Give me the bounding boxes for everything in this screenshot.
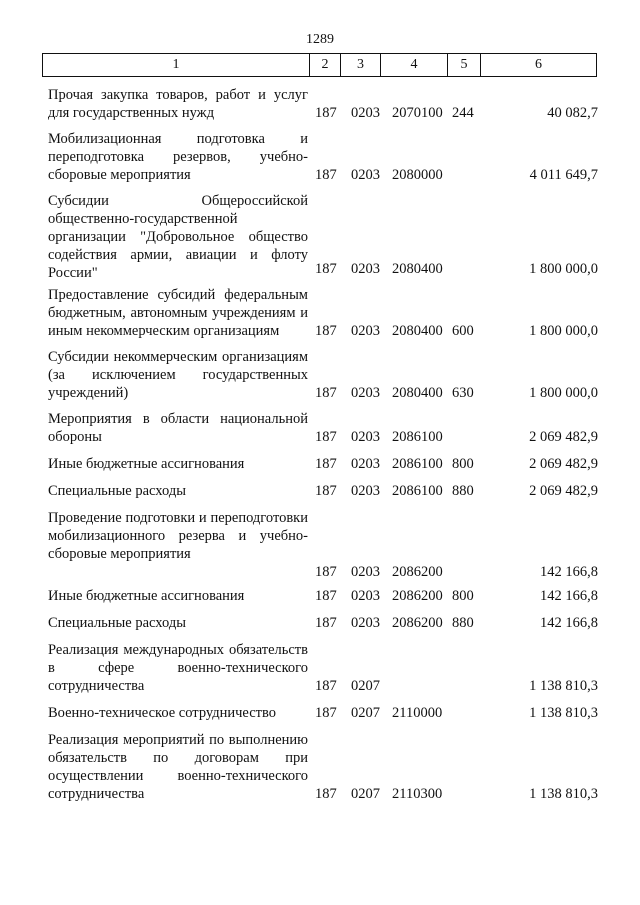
table-row <box>0 130 640 184</box>
row-description: Прочая закупка товаров, работ и услуг для государственных нужд <box>48 87 308 121</box>
row-amount: 1 138 810,3 <box>529 678 598 694</box>
row-code-2: 187 <box>315 429 337 445</box>
row-code-3: 0203 <box>351 483 380 499</box>
row-code-2: 187 <box>315 167 337 183</box>
row-code-2: 187 <box>315 261 337 277</box>
table-row <box>0 731 640 803</box>
page-number: 1289 <box>306 32 334 47</box>
row-code-4: 2070100 <box>392 105 443 121</box>
row-code-3: 0203 <box>351 323 380 339</box>
row-description: Иные бюджетные ассигнования <box>48 456 245 472</box>
column-header-4: 4 <box>381 54 448 77</box>
row-code-4: 2086200 <box>392 615 443 631</box>
row-code-2: 187 <box>315 786 337 802</box>
row-code-2: 187 <box>315 105 337 121</box>
row-code-3: 0207 <box>351 678 380 694</box>
table-row <box>0 614 640 632</box>
row-description: Субсидии некоммерческим организациям (за исключением государственных учреждений) <box>48 349 308 401</box>
column-header-6: 6 <box>481 54 597 77</box>
row-code-2: 187 <box>315 615 337 631</box>
row-code-3: 0203 <box>351 615 380 631</box>
row-description: Иные бюджетные ассигнования <box>48 588 245 604</box>
row-code-3: 0203 <box>351 261 380 277</box>
row-code-2: 187 <box>315 564 337 580</box>
row-code-4: 2110000 <box>392 705 443 721</box>
row-code-2: 187 <box>315 385 337 401</box>
table-row <box>0 482 640 500</box>
row-code-3: 0203 <box>351 105 380 121</box>
table-row <box>0 192 640 281</box>
row-code-2: 187 <box>315 678 337 694</box>
row-code-4: 2086100 <box>392 483 443 499</box>
row-code-3: 0207 <box>351 705 380 721</box>
row-description: Специальные расходы <box>48 483 186 499</box>
row-amount: 142 166,8 <box>540 588 598 604</box>
row-code-4: 2086200 <box>392 564 443 580</box>
row-code-3: 0203 <box>351 429 380 445</box>
column-header-5: 5 <box>448 54 481 77</box>
row-amount: 1 800 000,0 <box>529 323 598 339</box>
row-code-5: 600 <box>452 323 474 339</box>
row-description: Реализация международных обязательств в сфере военно-технического сотрудничества <box>48 642 308 694</box>
row-code-5: 630 <box>452 385 474 401</box>
row-amount: 142 166,8 <box>540 564 598 580</box>
row-code-3: 0203 <box>351 564 380 580</box>
table-row <box>0 587 640 605</box>
table-row <box>0 286 640 340</box>
row-amount: 2 069 482,9 <box>529 483 598 499</box>
column-header-1: 1 <box>43 54 310 77</box>
row-description: Проведение подготовки и переподготовки мобилизационного резерва и учебно-сборовые мероприятия <box>48 510 308 562</box>
row-amount: 1 800 000,0 <box>529 261 598 277</box>
row-code-2: 187 <box>315 323 337 339</box>
row-amount: 4 011 649,7 <box>529 167 598 183</box>
row-code-4: 2110300 <box>392 786 443 802</box>
table-row <box>0 86 640 122</box>
row-amount: 2 069 482,9 <box>529 456 598 472</box>
table-row <box>0 455 640 473</box>
row-code-3: 0203 <box>351 456 380 472</box>
row-amount: 142 166,8 <box>540 615 598 631</box>
row-code-3: 0203 <box>351 167 380 183</box>
row-description: Субсидии Общероссийской общественно-государственной организации "Добровольное общество содействия армии, авиации и флоту России" <box>48 193 308 281</box>
row-description: Военно-техническое сотрудничество <box>48 705 276 721</box>
row-description: Специальные расходы <box>48 615 186 631</box>
row-description: Мероприятия в области национальной обороны <box>48 411 308 445</box>
row-description: Мобилизационная подготовка и переподготовка резервов, учебно-сборовые мероприятия <box>48 131 308 183</box>
column-header-2: 2 <box>310 54 341 77</box>
row-code-4: 2086200 <box>392 588 443 604</box>
table-row <box>0 641 640 695</box>
row-amount: 2 069 482,9 <box>529 429 598 445</box>
row-code-4: 2080400 <box>392 323 443 339</box>
row-code-2: 187 <box>315 588 337 604</box>
row-code-4: 2086100 <box>392 429 443 445</box>
table-row <box>0 704 640 722</box>
row-code-5: 800 <box>452 588 474 604</box>
table-row <box>0 410 640 446</box>
row-code-2: 187 <box>315 483 337 499</box>
column-header-3: 3 <box>341 54 381 77</box>
row-code-2: 187 <box>315 705 337 721</box>
row-code-3: 0203 <box>351 588 380 604</box>
table-row <box>0 348 640 402</box>
row-description: Предоставление субсидий федеральным бюджетным, автономным учреждениям и иным некоммерческим организациям <box>48 287 308 339</box>
row-code-4: 2086100 <box>392 456 443 472</box>
row-code-5: 244 <box>452 105 474 121</box>
row-amount: 40 082,7 <box>547 105 598 121</box>
table-row <box>0 509 640 581</box>
row-code-5: 880 <box>452 483 474 499</box>
row-amount: 1 138 810,3 <box>529 786 598 802</box>
row-code-5: 800 <box>452 456 474 472</box>
row-code-4: 2080400 <box>392 261 443 277</box>
row-code-4: 2080400 <box>392 385 443 401</box>
row-description: Реализация мероприятий по выполнению обязательств по договорам при осуществлении военно-технического сотрудничества <box>48 732 308 802</box>
row-amount: 1 800 000,0 <box>529 385 598 401</box>
row-code-4: 2080000 <box>392 167 443 183</box>
row-code-2: 187 <box>315 456 337 472</box>
row-amount: 1 138 810,3 <box>529 705 598 721</box>
row-code-3: 0207 <box>351 786 380 802</box>
row-code-5: 880 <box>452 615 474 631</box>
row-code-3: 0203 <box>351 385 380 401</box>
